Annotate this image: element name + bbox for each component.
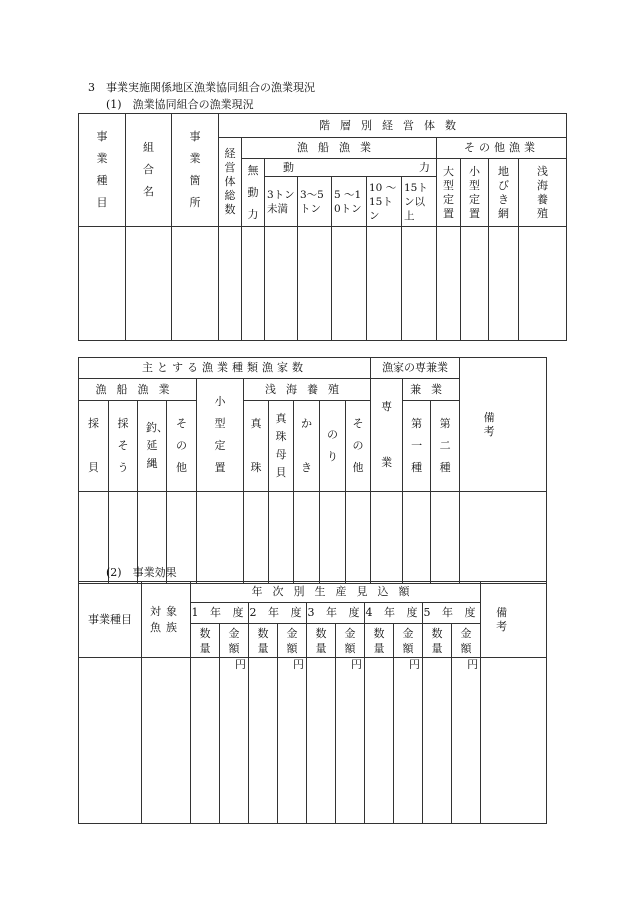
col-header-3ton-miman: 3トン未満 [265, 177, 298, 227]
col-header-jigyo-kasho: 事業箇所 [172, 114, 219, 227]
header-nenji-seisan-mikomigaku: 年次別生産見込額 [191, 582, 481, 603]
col-header-shinju-bokai: 真珠母貝 [269, 401, 294, 492]
col-header-sonota-senkai: その他 [346, 401, 371, 492]
col-header-kaki: かき [294, 401, 320, 492]
header-doryoku-left: 動 [283, 160, 294, 174]
col-header-nori: のり [320, 401, 346, 492]
col-header-saiso: 採そう [109, 401, 138, 492]
col-header-10-15ton: 10 〜15トン [367, 177, 402, 227]
col-header-suryo: 数量 [307, 624, 336, 658]
col-header-saikai: 採貝 [79, 401, 109, 492]
col-header-3-5ton: 3〜5トン [298, 177, 332, 227]
header-shu-gyogyo-shurui: 主とする漁業種類漁家数 [79, 358, 371, 379]
col-header-kingaku: 金額 [336, 624, 365, 658]
header-kengyo: 兼業 [403, 379, 460, 401]
col-header-keieitai-sosu: 経営体総数 [219, 138, 242, 227]
col-header-kogata-teichi: 小型定置 [197, 379, 244, 492]
col-header-ogata-teichi: 大型定置 [437, 159, 461, 227]
col-header-kingaku: 金額 [220, 624, 249, 658]
yen-unit: 円 [220, 658, 249, 824]
col-header-dai1shu: 第一種 [403, 401, 431, 492]
header-doryoku-right: 力 [419, 160, 430, 174]
fishery-status-table [78, 113, 567, 341]
header-kaiso-keieitai: 階層別経営体数 [219, 114, 567, 138]
col-header-taisho-gyozoku: 対象魚族 [142, 582, 191, 658]
col-header-15ton-ijo: 15トン以上 [402, 177, 437, 227]
table-row [79, 658, 547, 824]
col-header-jigyo-shumoku: 事業種目 [79, 114, 126, 227]
col-header-senkai-yoshoku: 浅海養殖 [519, 159, 567, 227]
header-year-4: 4 年 度 [365, 603, 423, 624]
subsection-1-heading: (1) 漁業協同組合の漁業現況 [106, 98, 254, 111]
header-sengyo-kengyo: 漁家の専兼業 [371, 358, 460, 379]
yen-unit: 円 [394, 658, 423, 824]
project-effect-table [78, 581, 567, 824]
header-gyosen-gyogyo: 漁船漁業 [79, 379, 197, 401]
col-header-suryo: 数量 [423, 624, 452, 658]
col-header-jigyo-shumoku: 事業種目 [79, 582, 142, 658]
col-header-shinju: 真珠 [244, 401, 269, 492]
table-row [79, 227, 567, 341]
header-year-1: 1 年 度 [191, 603, 249, 624]
col-header-kumiai-mei: 組合名 [126, 114, 172, 227]
col-header-suryo: 数量 [249, 624, 278, 658]
header-year-3: 3 年 度 [307, 603, 365, 624]
header-senkai-yoshoku: 浅海養殖 [244, 379, 371, 401]
col-header-sonota-gyosen: その他 [167, 401, 197, 492]
fishing-households-table [78, 357, 562, 584]
header-year-5: 5 年 度 [423, 603, 481, 624]
header-doryoku [265, 159, 437, 177]
col-header-kingaku: 金額 [452, 624, 481, 658]
col-header-5-10ton: 5 〜10トン [332, 177, 367, 227]
col-header-biko: 備 考 [460, 358, 547, 492]
section-heading: 3 事業実施関係地区漁業協同組合の漁業現況 [88, 81, 315, 94]
col-header-kingaku: 金額 [394, 624, 423, 658]
subsection-2-heading: (2) 事業効果 [106, 566, 177, 579]
yen-unit: 円 [452, 658, 481, 824]
col-header-dai2shu: 第二種 [431, 401, 460, 492]
col-header-kingaku: 金額 [278, 624, 307, 658]
yen-unit: 円 [278, 658, 307, 824]
yen-unit: 円 [336, 658, 365, 824]
col-header-mudoryoku: 無動力 [242, 159, 265, 227]
col-header-suryo: 数量 [365, 624, 394, 658]
col-header-sengyo: 専業 [371, 379, 403, 492]
header-sonota-gyogyo: その他漁業 [437, 138, 567, 159]
header-gyosen-gyogyo: 漁船漁業 [242, 138, 437, 159]
col-header-kogata-teichi: 小型定置 [461, 159, 489, 227]
col-header-tsuri-haenawa: 釣、延縄 [138, 401, 167, 492]
col-header-suryo: 数量 [191, 624, 220, 658]
col-header-jibikiami: 地びき網 [489, 159, 519, 227]
header-year-2: 2 年 度 [249, 603, 307, 624]
col-header-biko: 備 考 [481, 582, 547, 658]
